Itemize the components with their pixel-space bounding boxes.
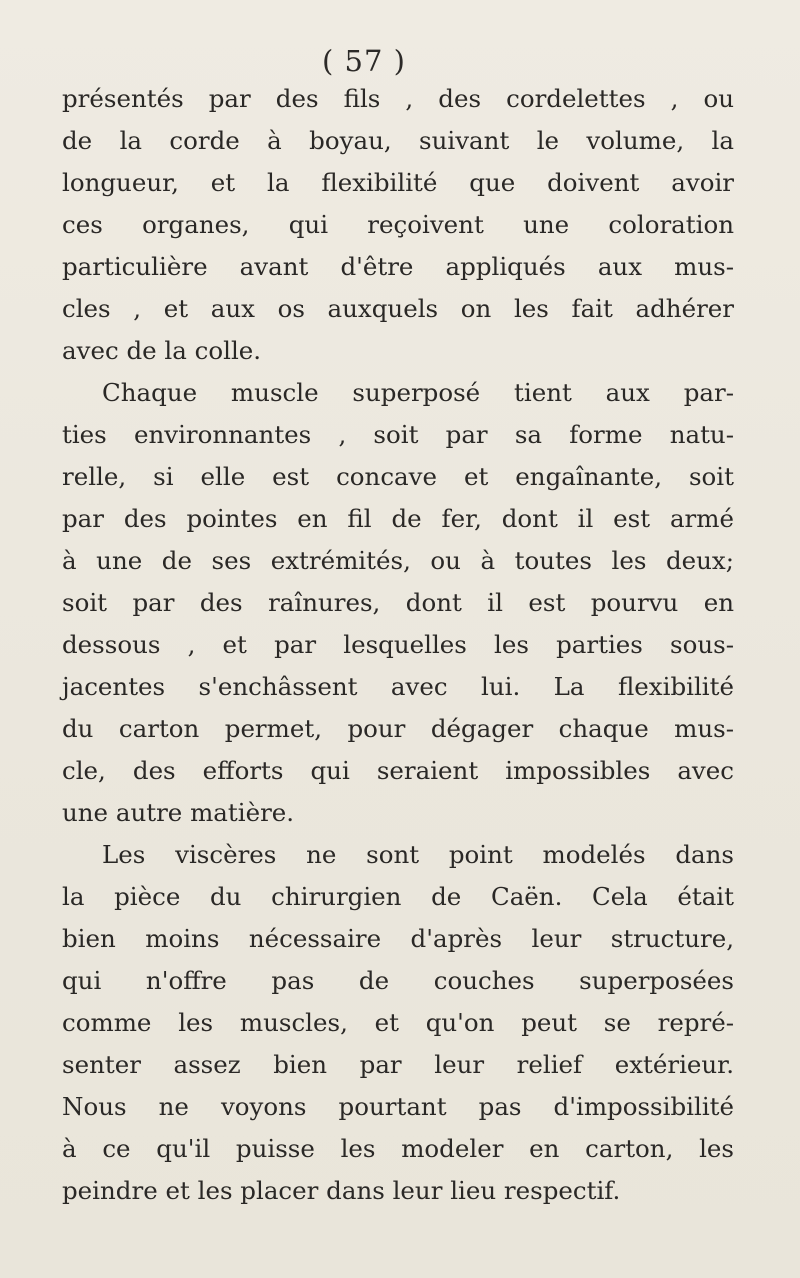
text-line: la pièce du chirurgien de Caën. Cela était (62, 882, 734, 911)
text-line: senter assez bien par leur relief extérieur. (62, 1050, 734, 1079)
text-line: jacentes s'enchâssent avec lui. La flexibilité (62, 672, 734, 701)
text-line: ces organes, qui reçoivent une coloration (62, 210, 734, 239)
text-line: du carton permet, pour dégager chaque mus- (62, 714, 734, 743)
text-line: à une de ses extrémités, ou à toutes les deux; (62, 546, 734, 575)
text-line: relle, si elle est concave et engaînante, soit (62, 462, 734, 491)
text-line: par des pointes en fil de fer, dont il est armé (62, 504, 734, 533)
text-line: bien moins nécessaire d'après leur structure, (62, 924, 734, 953)
text-line: de la corde à boyau, suivant le volume, la (62, 126, 734, 155)
text-line: ties environnantes , soit par sa forme natu- (62, 420, 734, 449)
text-line: une autre matière. (62, 798, 295, 827)
text-line: longueur, et la flexibilité que doivent avoir (62, 168, 734, 197)
page-number: ( 57 ) (322, 44, 406, 78)
text-line: peindre et les placer dans leur lieu respectif. (62, 1176, 621, 1205)
text-line: soit par des raînures, dont il est pourvu en (62, 588, 734, 617)
text-line: avec de la colle. (62, 336, 262, 365)
text-line: Les viscères ne sont point modelés dans (102, 840, 734, 869)
text-line: Nous ne voyons pourtant pas d'impossibilité (62, 1092, 734, 1121)
text-line: présentés par des fils , des cordelettes , ou (62, 84, 734, 113)
text-line: dessous , et par lesquelles les parties sous- (62, 630, 734, 659)
text-line: cle, des efforts qui seraient impossibles avec (62, 756, 734, 785)
text-line: à ce qu'il puisse les modeler en carton, les (62, 1134, 734, 1163)
text-line: Chaque muscle superposé tient aux par- (102, 378, 734, 407)
text-line: particulière avant d'être appliqués aux mus- (62, 252, 734, 281)
text-line: cles , et aux os auxquels on les fait adhérer (62, 294, 734, 323)
text-line: comme les muscles, et qu'on peut se repré- (62, 1008, 734, 1037)
text-line: qui n'offre pas de couches superposées (62, 966, 734, 995)
